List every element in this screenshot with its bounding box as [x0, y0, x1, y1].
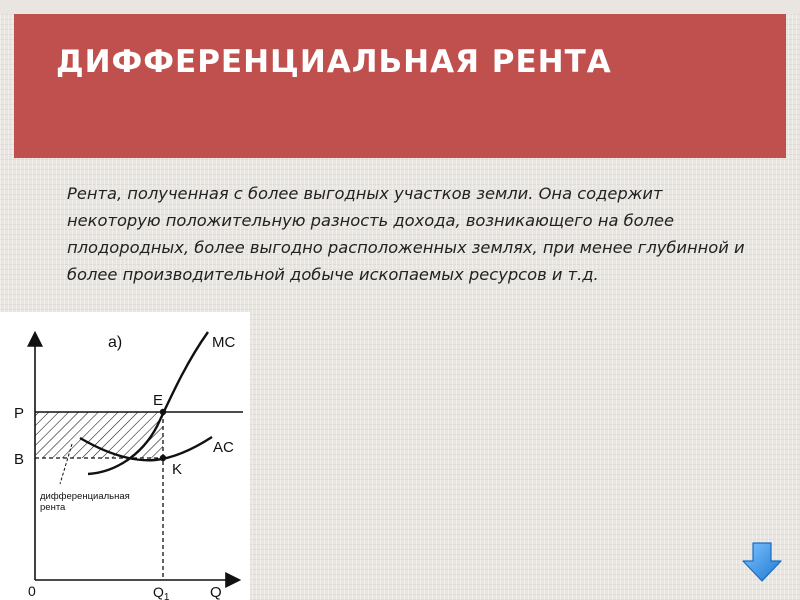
rent-graph — [0, 312, 250, 600]
slide-body-text: Рента, полученная с более выгодных участков земли. Она содержит некоторую положительную разность дохода, возникающего на более плодородных, более выгодно расположенных землях, при менее глубинной и более производительной добыче ископаемых ресурсов и т.д. — [67, 184, 745, 284]
panel-label: а) — [108, 334, 123, 351]
mc-label: MC — [212, 334, 236, 351]
rent-label-line2: рента — [40, 502, 66, 513]
differential-rent-area — [35, 412, 163, 458]
rent-graph-svg — [0, 312, 250, 600]
origin-label: 0 — [28, 583, 36, 599]
point-e-marker — [160, 409, 166, 415]
rent-label-line1: дифференциальная — [40, 491, 130, 502]
next-slide-button[interactable] — [741, 541, 783, 583]
point-e-label: E — [153, 392, 164, 409]
price-p-label: P — [14, 405, 25, 422]
slide-title: ДИФФЕРЕНЦИАЛЬНАЯ РЕНТА — [56, 44, 612, 80]
down-arrow-icon — [741, 541, 783, 583]
axis-q-label: Q — [210, 584, 222, 600]
point-k-label: K — [172, 461, 183, 478]
q1-label: $Q_1$ — [153, 584, 170, 600]
point-k-marker — [160, 455, 166, 461]
title-banner — [14, 14, 786, 158]
ac-label: AC — [213, 439, 234, 456]
price-b-label: B — [14, 451, 25, 468]
top-stripe — [0, 0, 800, 14]
